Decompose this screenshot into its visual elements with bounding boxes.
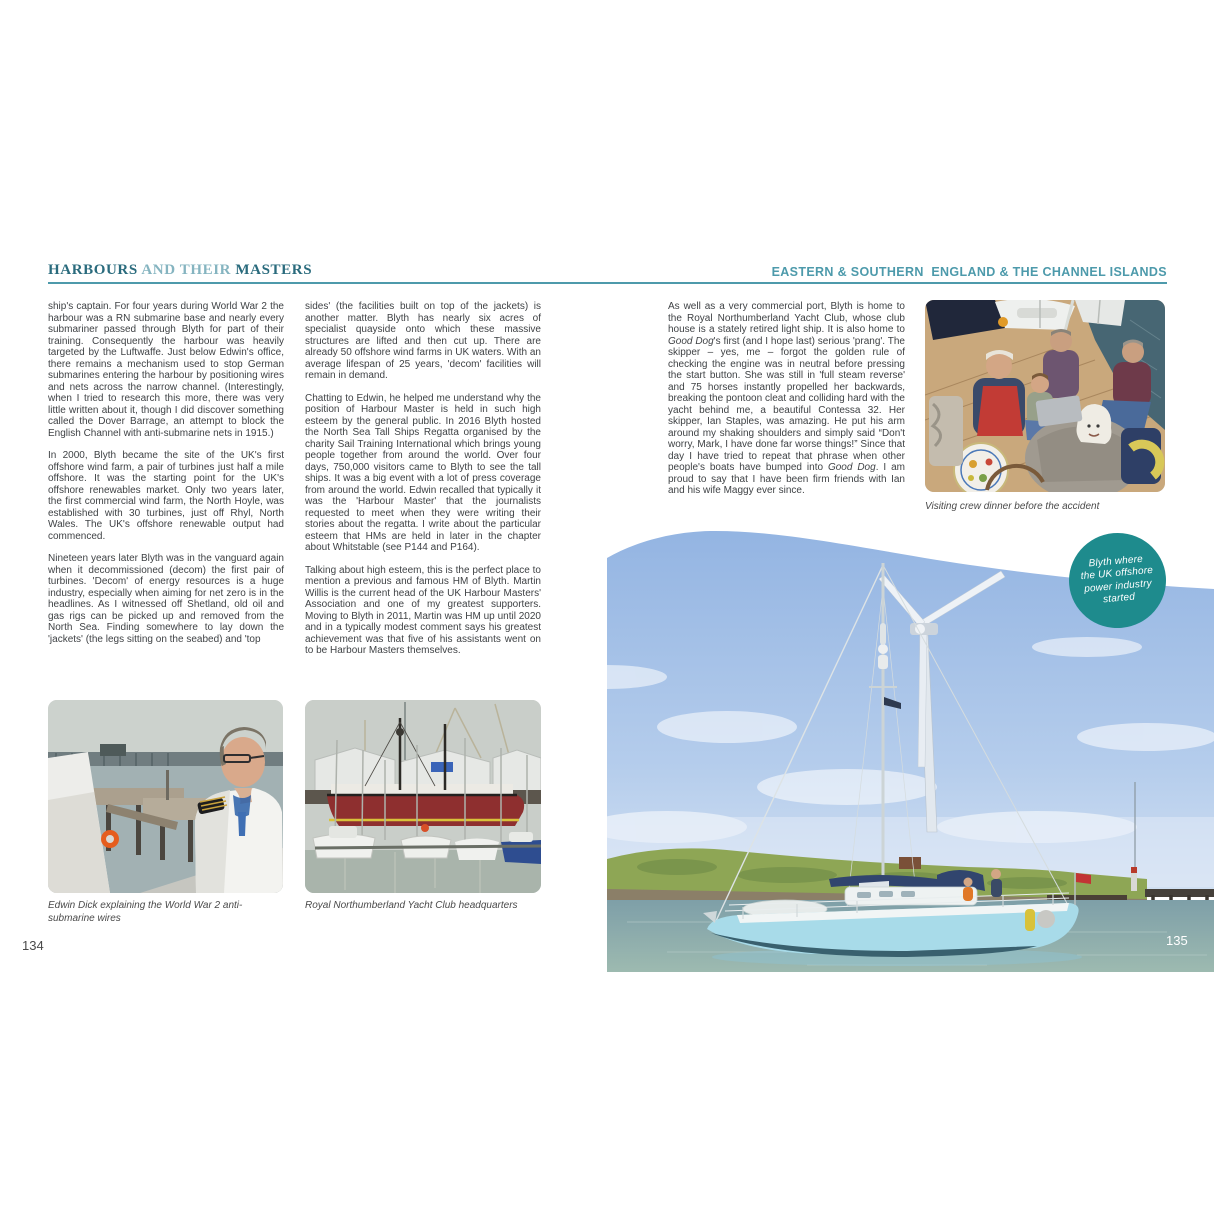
- photo-caption-edwin: Edwin Dick explaining the World War 2 anti-submarine wires: [48, 900, 243, 924]
- left-page-column-1: [48, 301, 284, 656]
- right-page-column: [668, 301, 905, 508]
- paragraph: Talking about high esteem, this is the perfect place to mention a previous and famous HM of Blyth. Martin Willis is the current head of the UK Harbour Masters' Association and one of my greatest supporters. Moving to Blyth in 2011, Martin was HM up until 2020 and in a typically modest comment says his greatest achievement was that five of his assistants went on to be Harbour Masters themselves.: [305, 564, 541, 656]
- running-head-left: [48, 262, 312, 279]
- photo-caption-club: Royal Northumberland Yacht Club headquarters: [305, 900, 518, 911]
- yacht-club-photo-illustration: [305, 700, 541, 893]
- crew-dinner-photo-illustration: [925, 300, 1165, 492]
- badge-line: started: [1102, 591, 1136, 606]
- running-head-right: EASTERN & SOUTHERN ENGLAND & THE CHANNEL ISLANDS: [771, 265, 1167, 279]
- badge-line: power industry: [1083, 577, 1153, 595]
- photo-edwin-dick: [48, 700, 283, 893]
- badge-line: Blyth where: [1088, 553, 1144, 569]
- page-number-right: 135: [1166, 933, 1188, 948]
- left-page-column-2: [305, 301, 541, 668]
- photo-crew-dinner: [925, 300, 1165, 492]
- paragraph: sides' (the facilities built on top of the jackets) is another matter. Blyth has nearly six acres of specialist quayside onto which these massive structures are lifted and then cut up. There are already 50 offshore wind farms in UK waters. With an average lifespan of 25 years, 'decom' facilities will remain in demand.: [305, 301, 541, 381]
- running-head-and-their: AND THEIR: [137, 262, 236, 278]
- page-number-left: 134: [22, 938, 44, 953]
- paragraph: ship's captain. For four years during World War 2 the harbour was a RN submarine base and nearly every submariner passed through Blyth for part of their training. Consequently the harbour was heavily targeted by the Luftwaffe. Just below Edwin's office, there remains a mechanism used to stop German submarines entering the harbour by positioning wires and nets across the narrow channel. (Interestingly, when I tried to research this more, there was very little written about it, though I did discover something called the Dover Barrage, an attempt to block the English Channel with anti-submarine nets in 1915.): [48, 301, 284, 439]
- paragraph: In 2000, Blyth became the site of the UK's first offshore wind farm, a pair of turbines just half a mile offshore. It was the starting point for the UK's offshore renewables market. Only two years later, the first commercial wind farm, the North Hoyle, was established with 30 turbines, just off Rhyl, North Wales. The UK's offshore renewable output had commenced.: [48, 450, 284, 542]
- photo-yacht-club: [305, 700, 541, 893]
- paragraph: Nineteen years later Blyth was in the vanguard again when it decommissioned (decom) the first pair of turbines. 'Decom' of energy resources is a huge industry, especially when aiming for net zero is in the headlines. As I witnessed off Shetland, old oil and gas rigs can be picked up and removed from the North Sea. Finding somewhere to lay down the 'jackets' (the legs sitting on the seabed) and 'top: [48, 553, 284, 645]
- paragraph: As well as a very commercial port, Blyth is home to the Royal Northumberland Yacht Club, whose club house is a stately retired light ship. It is also home to Good Dog's first (and I hope last) serious 'prang'. The skipper – yes, me – forgot the golden rule of checking the engine was in neutral before pressing the start button. She was still in 'full steam reverse' and 75 horses instantly propelled her backwards, breaking the pontoon cleat and colliding hard with the yacht behind me, a beautiful Contessa 32. Her skipper, Ian Staples, was amazing. He put his arm around my shaking shoulders and simply said “Don't worry, Mark, I have done far worse things!” Since that day I have tried to repeat that phrase when other people's boats have bumped into Good Dog. I am proud to say that I have been firm friends with Ian and his wife Maggy ever since.: [668, 301, 905, 496]
- paragraph: Chatting to Edwin, he helped me understand why the position of Harbour Master is held in such high esteem by the general public. In 2016 Blyth hosted the North Sea Tall Ships Regatta organised by the charity Sail Training International which brings young people together from around the world. Over four days, 750,000 visitors came to Blyth to see the tall ships. It was a big event with a lot of press coverage from around the world. Edwin recalled that typically it was the 'Harbour Master' that the journalists requested to meet when they were writing their stories about the regatta. I write about the particular esteem that HMs are held in later in the chapter about Whitstable (see P144 and P164).: [305, 392, 541, 553]
- running-head-harbours: HARBOURS: [48, 262, 138, 278]
- running-head-masters: MASTERS: [235, 262, 313, 278]
- badge-line: the UK offshore: [1080, 564, 1154, 583]
- header-rule: [48, 282, 1167, 284]
- photo-caption-dinner: Visiting crew dinner before the accident: [925, 501, 1100, 512]
- edwin-photo-illustration: [48, 700, 283, 893]
